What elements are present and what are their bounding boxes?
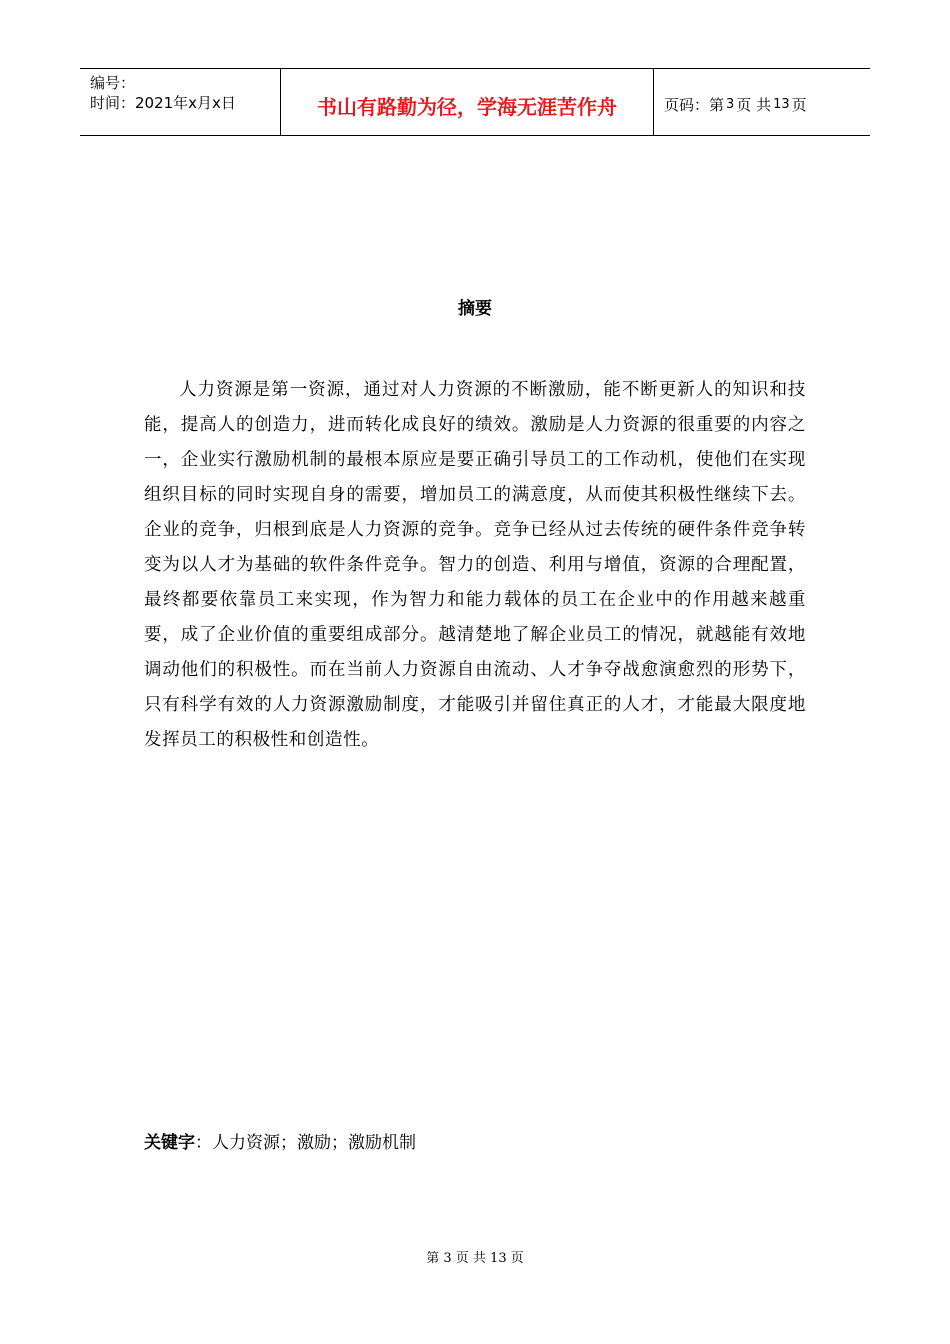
- page-current: 3: [726, 96, 735, 112]
- header-meta: [80, 69, 281, 135]
- keywords-label: 关键字: [144, 1133, 195, 1153]
- page-code-suffix: 页: [791, 95, 807, 114]
- abstract-paragraph: 人力资源是第一资源，通过对人力资源的不断激励，能不断更新人的知识和技能，提高人的创造力，进而转化成良好的绩效。激励是人力资源的很重要的内容之一，企业实行激励机制的最根本原应是要正确引导员工的工作动机，使他们在实现组织目标的同时实现自身的需要，增加员工的满意度，从而使其积极性继续下去。企业的竞争，归根到底是人力资源的竞争。竞争已经从过去传统的硬件条件竞争转变为以人才为基础的软件条件竞争。智力的创造、利用与增值，资源的合理配置，最终都要依靠员工来实现，作为智力和能力载体的员工在企业中的作用越来越重要，成了企业价值的重要组成部分。越清楚地了解企业员工的情况，就越能有效地调动他们的积极性。而在当前人力资源自由流动、人才争夺战愈演愈烈的形势下，只有科学有效的人力资源激励制度，才能吸引并留住真正的人才，才能最大限度地发挥员工的积极性和创造性。: [144, 380, 806, 750]
- time-label: 时间：2021年x月x日: [90, 94, 236, 112]
- header-motto: 书山有路勤为径，学海无涯苦作舟: [281, 69, 654, 135]
- page-footer: 第 3 页 共 13 页: [426, 1251, 524, 1266]
- header-page-code: [654, 69, 870, 135]
- page-header: [80, 68, 870, 136]
- page-total: 13: [773, 96, 790, 112]
- keywords-line: [144, 1128, 416, 1153]
- number-label: 编号：: [90, 74, 136, 92]
- keywords-value: ：人力资源；激励；激励机制: [195, 1133, 416, 1153]
- page-code-prefix: 页码：第: [664, 95, 725, 114]
- document-title: 摘要: [458, 299, 492, 319]
- page-code-mid: 页 共: [736, 95, 772, 114]
